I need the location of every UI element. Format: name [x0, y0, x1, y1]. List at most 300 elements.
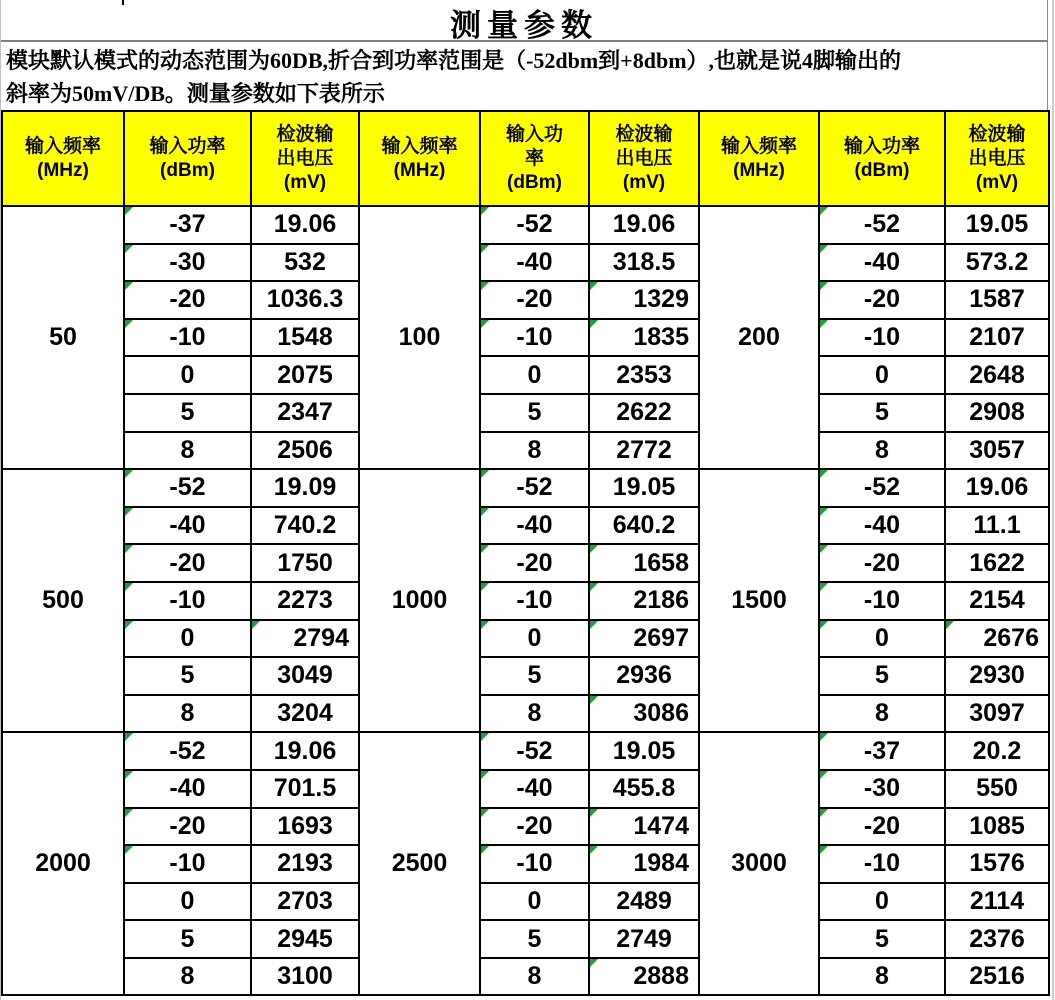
voltage-cell	[945, 695, 1049, 733]
frequency-cell: 200	[699, 206, 819, 469]
frequency-cell: 1500	[699, 469, 819, 732]
voltage-value: 2506	[277, 435, 333, 464]
stored-as-text-flag-icon	[820, 470, 828, 478]
voltage-cell	[589, 657, 699, 695]
header-line: (MHz)	[733, 159, 785, 181]
stored-as-text-flag-icon	[481, 207, 489, 215]
power-cell	[480, 620, 589, 658]
power-value: -40	[169, 774, 206, 803]
voltage-cell	[945, 544, 1049, 582]
frequency-cell: 50	[2, 206, 124, 469]
power-value: -20	[863, 548, 901, 577]
power-cell	[480, 657, 589, 695]
power-cell	[819, 657, 945, 695]
voltage-value: 550	[976, 774, 1018, 803]
power-value: 5	[180, 398, 195, 427]
voltage-cell	[251, 958, 359, 996]
power-cell	[480, 319, 589, 357]
power-value: -20	[863, 811, 901, 840]
voltage-value: 1658	[633, 548, 689, 577]
power-value: -37	[863, 736, 901, 765]
table-row	[2, 808, 1049, 846]
power-cell	[480, 469, 589, 507]
power-cell	[819, 507, 945, 545]
power-cell	[819, 732, 945, 770]
stored-as-text-flag-icon	[125, 245, 133, 253]
header-line: (dBm)	[160, 159, 215, 181]
power-value: 0	[527, 623, 542, 652]
voltage-cell	[589, 620, 699, 658]
voltage-cell	[589, 582, 699, 620]
power-value: 0	[180, 623, 195, 652]
voltage-value: 2936	[616, 661, 672, 690]
power-cell	[124, 582, 251, 620]
voltage-value: 2749	[616, 924, 672, 953]
voltage-cell	[251, 281, 359, 319]
voltage-cell	[945, 808, 1049, 846]
power-cell	[124, 507, 251, 545]
voltage-value: 640.2	[612, 511, 676, 540]
stored-as-text-flag-icon	[125, 583, 133, 591]
voltage-cell	[589, 695, 699, 733]
header-line: (mV)	[283, 171, 327, 193]
power-value: -52	[516, 210, 553, 239]
power-value: 5	[875, 924, 889, 953]
power-cell	[819, 394, 945, 432]
power-value: -20	[516, 548, 553, 577]
power-value: -10	[169, 323, 206, 352]
voltage-value: 19.09	[273, 473, 337, 502]
table-row	[2, 620, 1049, 658]
table-row	[2, 883, 1049, 921]
frequency-cell: 100	[359, 206, 480, 469]
gridline-tick	[122, 0, 124, 5]
voltage-value: 1329	[633, 285, 689, 314]
stored-as-text-flag-icon	[590, 809, 598, 817]
voltage-cell	[251, 657, 359, 695]
header-line: 率	[524, 147, 544, 169]
page-title: 测量参数	[1, 5, 1048, 42]
stored-as-text-flag-icon	[125, 621, 133, 629]
voltage-value: 1474	[633, 811, 689, 840]
voltage-value: 2154	[969, 586, 1025, 615]
power-cell	[480, 695, 589, 733]
voltage-value: 532	[284, 247, 326, 276]
voltage-cell	[589, 920, 699, 958]
stored-as-text-flag-icon	[481, 545, 489, 553]
power-value: -52	[516, 736, 553, 765]
power-value: -20	[516, 285, 553, 314]
power-cell	[480, 883, 589, 921]
power-cell	[124, 432, 251, 470]
power-value: -52	[169, 473, 206, 502]
stored-as-text-flag-icon	[820, 320, 828, 328]
voltage-value: 19.06	[965, 473, 1029, 502]
voltage-cell	[945, 620, 1049, 658]
voltage-value: 1750	[277, 548, 333, 577]
stored-as-text-flag-icon	[590, 959, 598, 967]
voltage-value: 2114	[969, 886, 1025, 915]
stored-as-text-flag-icon	[481, 809, 489, 817]
power-value: 5	[527, 661, 542, 690]
voltage-cell	[945, 770, 1049, 808]
voltage-value: 2622	[616, 398, 672, 427]
voltage-cell	[945, 507, 1049, 545]
power-cell	[480, 544, 589, 582]
voltage-value: 20.2	[972, 736, 1022, 765]
power-cell	[819, 544, 945, 582]
header-line: 输入频率	[381, 135, 458, 157]
voltage-cell	[945, 469, 1049, 507]
header-line: (mV)	[622, 171, 666, 193]
voltage-value: 1587	[969, 285, 1025, 314]
power-cell	[124, 620, 251, 658]
power-value: 5	[527, 924, 542, 953]
voltage-cell	[251, 883, 359, 921]
power-value: 0	[527, 360, 542, 389]
column-header-voltage	[589, 111, 699, 206]
power-value: -10	[863, 586, 901, 615]
power-cell	[819, 808, 945, 846]
stored-as-text-flag-icon	[252, 621, 260, 629]
voltage-cell	[589, 432, 699, 470]
stored-as-text-flag-icon	[590, 696, 598, 704]
voltage-value: 2516	[969, 962, 1025, 991]
stored-as-text-flag-icon	[820, 846, 828, 854]
stored-as-text-flag-icon	[125, 545, 133, 553]
column-header-freq	[699, 111, 819, 206]
voltage-cell	[589, 507, 699, 545]
stored-as-text-flag-icon	[125, 282, 133, 290]
power-cell	[819, 356, 945, 394]
description-line-1: 模块默认模式的动态范围为60DB,折合到功率范围是（-52dbm到+8dbm）,也就是说4脚输出的	[6, 48, 902, 73]
power-cell	[480, 281, 589, 319]
power-cell	[480, 920, 589, 958]
power-cell	[819, 281, 945, 319]
voltage-cell	[945, 732, 1049, 770]
column-header-power	[819, 111, 945, 206]
power-value: 5	[875, 398, 889, 427]
stored-as-text-flag-icon	[125, 470, 133, 478]
voltage-value: 701.5	[273, 774, 337, 803]
power-cell	[124, 732, 251, 770]
table-row	[2, 920, 1049, 958]
stored-as-text-flag-icon	[820, 207, 828, 215]
voltage-cell	[945, 394, 1049, 432]
voltage-value: 3086	[633, 699, 689, 728]
power-value: 8	[875, 435, 889, 464]
power-cell	[124, 319, 251, 357]
voltage-value: 2347	[277, 398, 333, 427]
power-cell	[480, 356, 589, 394]
voltage-value: 2930	[969, 661, 1025, 690]
table-row	[2, 732, 1049, 770]
voltage-value: 2945	[277, 924, 333, 953]
power-cell	[124, 920, 251, 958]
stored-as-text-flag-icon	[125, 320, 133, 328]
voltage-cell	[251, 770, 359, 808]
voltage-cell	[589, 845, 699, 883]
voltage-cell	[945, 244, 1049, 282]
power-cell	[819, 319, 945, 357]
voltage-value: 19.06	[273, 736, 337, 765]
stored-as-text-flag-icon	[590, 282, 598, 290]
power-value: 0	[875, 360, 889, 389]
voltage-value: 2794	[293, 623, 349, 652]
power-value: 0	[527, 886, 542, 915]
power-cell	[819, 620, 945, 658]
voltage-cell	[251, 507, 359, 545]
table-row	[2, 356, 1049, 394]
voltage-value: 19.06	[612, 210, 676, 239]
header-line: 检波输	[276, 123, 334, 145]
stored-as-text-flag-icon	[590, 621, 598, 629]
voltage-value: 2075	[277, 360, 333, 389]
table-row	[2, 469, 1049, 507]
power-cell	[819, 845, 945, 883]
power-value: 8	[875, 962, 889, 991]
voltage-cell	[945, 281, 1049, 319]
header-line: (dBm)	[507, 171, 562, 193]
power-value: -52	[516, 473, 553, 502]
power-cell	[124, 883, 251, 921]
voltage-value: 1548	[277, 323, 333, 352]
power-value: -20	[863, 285, 901, 314]
power-cell	[124, 356, 251, 394]
power-value: -37	[169, 210, 206, 239]
measurement-table	[1, 110, 1050, 996]
power-value: -10	[516, 586, 553, 615]
power-value: -20	[169, 285, 206, 314]
voltage-cell	[945, 883, 1049, 921]
power-cell	[124, 958, 251, 996]
voltage-value: 2703	[277, 886, 333, 915]
voltage-value: 19.06	[273, 210, 337, 239]
power-value: 8	[180, 962, 195, 991]
power-cell	[124, 808, 251, 846]
voltage-cell	[251, 394, 359, 432]
voltage-value: 19.05	[612, 473, 676, 502]
stored-as-text-flag-icon	[481, 621, 489, 629]
header-line: (mV)	[975, 171, 1019, 193]
power-value: 0	[180, 360, 195, 389]
power-cell	[819, 958, 945, 996]
power-cell	[124, 394, 251, 432]
power-value: 5	[180, 661, 195, 690]
power-value: -40	[516, 247, 553, 276]
power-cell	[124, 845, 251, 883]
header-line: (MHz)	[37, 159, 89, 181]
power-value: -10	[516, 323, 553, 352]
voltage-cell	[251, 432, 359, 470]
stored-as-text-flag-icon	[820, 621, 828, 629]
power-value: 5	[180, 924, 195, 953]
power-value: -40	[169, 511, 206, 540]
power-value: -40	[863, 511, 901, 540]
table-row	[2, 206, 1049, 244]
voltage-cell	[589, 544, 699, 582]
stored-as-text-flag-icon	[125, 733, 133, 741]
right-edge	[1052, 0, 1054, 1000]
stored-as-text-flag-icon	[125, 771, 133, 779]
voltage-value: 2273	[277, 586, 333, 615]
power-cell	[124, 206, 251, 244]
stored-as-text-flag-icon	[946, 621, 954, 629]
power-cell	[124, 469, 251, 507]
power-cell	[124, 657, 251, 695]
power-value: -10	[516, 849, 553, 878]
stored-as-text-flag-icon	[125, 809, 133, 817]
power-value: 0	[875, 623, 889, 652]
voltage-cell	[251, 920, 359, 958]
voltage-cell	[945, 432, 1049, 470]
header-line: 输入频率	[720, 135, 797, 157]
voltage-cell	[251, 356, 359, 394]
power-value: -10	[169, 849, 206, 878]
voltage-value: 19.05	[612, 736, 676, 765]
table-row	[2, 695, 1049, 733]
description-line-2: 斜率为50mV/DB。测量参数如下表所示	[6, 81, 385, 106]
voltage-cell	[589, 958, 699, 996]
power-value: -10	[863, 323, 901, 352]
voltage-value: 1835	[633, 323, 689, 352]
power-value: 8	[875, 699, 889, 728]
voltage-value: 2193	[277, 849, 333, 878]
stored-as-text-flag-icon	[481, 583, 489, 591]
power-cell	[124, 695, 251, 733]
table-row	[2, 244, 1049, 282]
power-value: 5	[875, 661, 889, 690]
table-row	[2, 657, 1049, 695]
voltage-cell	[251, 620, 359, 658]
top-edge	[1, 0, 1048, 5]
stored-as-text-flag-icon	[481, 771, 489, 779]
stored-as-text-flag-icon	[820, 282, 828, 290]
voltage-cell	[251, 695, 359, 733]
stored-as-text-flag-icon	[481, 320, 489, 328]
table-row	[2, 432, 1049, 470]
voltage-value: 2888	[633, 962, 689, 991]
power-cell	[819, 206, 945, 244]
voltage-value: 1693	[277, 811, 333, 840]
power-value: -52	[863, 210, 901, 239]
voltage-value: 740.2	[273, 511, 337, 540]
table-row	[2, 958, 1049, 996]
stored-as-text-flag-icon	[481, 733, 489, 741]
table-row	[2, 770, 1049, 808]
power-cell	[819, 432, 945, 470]
header-line: 出电压	[968, 147, 1026, 169]
voltage-value: 318.5	[612, 247, 676, 276]
stored-as-text-flag-icon	[125, 846, 133, 854]
power-cell	[480, 432, 589, 470]
power-value: -20	[516, 811, 553, 840]
power-cell	[819, 695, 945, 733]
frequency-cell: 2500	[359, 732, 480, 995]
stored-as-text-flag-icon	[820, 771, 828, 779]
power-value: -10	[863, 849, 901, 878]
voltage-value: 2186	[633, 586, 689, 615]
voltage-value: 3057	[969, 435, 1025, 464]
column-header-power	[124, 111, 251, 206]
voltage-cell	[589, 770, 699, 808]
voltage-cell	[251, 469, 359, 507]
stored-as-text-flag-icon	[590, 320, 598, 328]
header-line: 检波输	[968, 123, 1026, 145]
stored-as-text-flag-icon	[125, 207, 133, 215]
power-cell	[124, 770, 251, 808]
voltage-cell	[945, 582, 1049, 620]
power-value: 0	[180, 886, 195, 915]
power-cell	[819, 582, 945, 620]
voltage-cell	[945, 845, 1049, 883]
stored-as-text-flag-icon	[481, 470, 489, 478]
table-row	[2, 582, 1049, 620]
voltage-cell	[945, 920, 1049, 958]
power-cell	[480, 394, 589, 432]
power-value: -40	[516, 511, 553, 540]
frequency-cell: 1000	[359, 469, 480, 732]
voltage-cell	[251, 206, 359, 244]
power-cell	[480, 845, 589, 883]
frequency-cell: 500	[2, 469, 124, 732]
stored-as-text-flag-icon	[125, 508, 133, 516]
voltage-cell	[945, 657, 1049, 695]
table-row	[2, 281, 1049, 319]
frequency-cell: 3000	[699, 732, 819, 995]
voltage-value: 2376	[969, 924, 1025, 953]
stored-as-text-flag-icon	[820, 583, 828, 591]
power-value: 8	[180, 699, 195, 728]
power-cell	[480, 770, 589, 808]
voltage-cell	[945, 319, 1049, 357]
power-value: -30	[169, 247, 206, 276]
power-value: 0	[875, 886, 889, 915]
stored-as-text-flag-icon	[481, 508, 489, 516]
stored-as-text-flag-icon	[820, 245, 828, 253]
voltage-cell	[251, 582, 359, 620]
power-value: 5	[527, 398, 542, 427]
voltage-value: 2648	[969, 360, 1025, 389]
voltage-value: 3049	[277, 661, 333, 690]
table-row	[2, 507, 1049, 545]
header-line: (dBm)	[854, 159, 910, 181]
column-header-voltage	[945, 111, 1049, 206]
header-line: 输入功率	[149, 135, 226, 157]
stored-as-text-flag-icon	[820, 545, 828, 553]
voltage-value: 1984	[633, 849, 689, 878]
voltage-value: 1036.3	[266, 285, 344, 314]
column-header-freq	[359, 111, 480, 206]
column-header-freq	[2, 111, 124, 206]
voltage-value: 3204	[277, 699, 333, 728]
voltage-value: 3097	[969, 699, 1025, 728]
stored-as-text-flag-icon	[590, 583, 598, 591]
stored-as-text-flag-icon	[481, 245, 489, 253]
power-value: -40	[863, 247, 901, 276]
stored-as-text-flag-icon	[820, 508, 828, 516]
power-cell	[480, 582, 589, 620]
voltage-value: 3100	[277, 962, 333, 991]
stored-as-text-flag-icon	[481, 846, 489, 854]
voltage-cell	[589, 883, 699, 921]
power-cell	[124, 544, 251, 582]
header-line: (MHz)	[393, 159, 446, 181]
power-value: -20	[169, 811, 206, 840]
power-value: -10	[169, 586, 206, 615]
voltage-cell	[945, 206, 1049, 244]
power-cell	[480, 808, 589, 846]
